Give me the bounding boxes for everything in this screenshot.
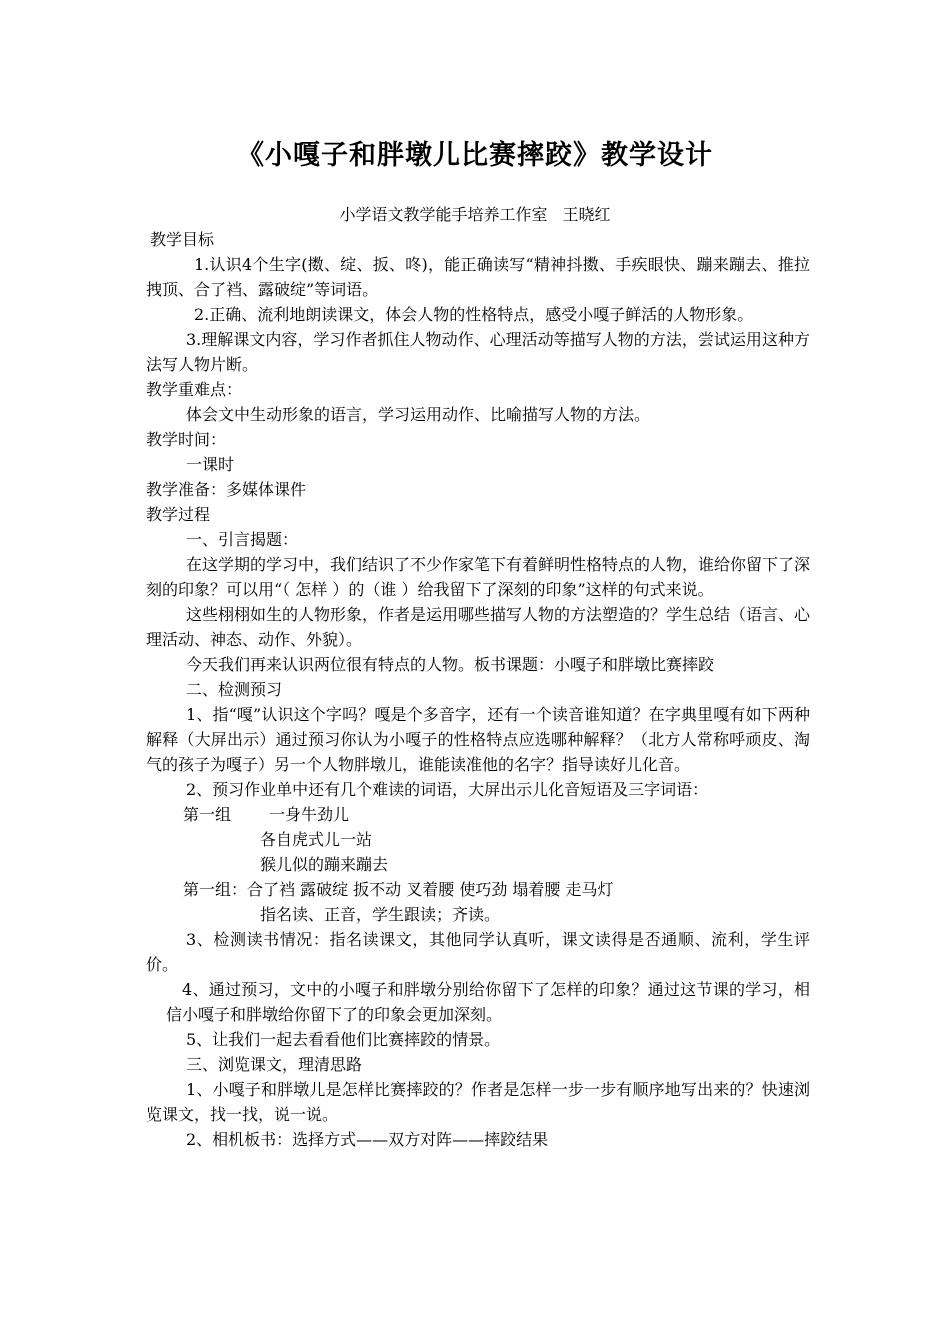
step-1-paragraph-2: 这些栩栩如生的人物形象，作者是运用哪些描写人物的方法塑造的？学生总结（语言、心理活动、神态、动作、外貌）。 xyxy=(146,605,811,649)
word-group-1-label: 第一组 xyxy=(183,805,232,824)
author-line: 小学语文教学能手培养工作室 王晓红 xyxy=(339,205,611,224)
time-heading: 教学时间： xyxy=(146,430,227,449)
key-points-heading: 教学重难点： xyxy=(146,380,243,399)
document-title: 《小嘎子和胖墩儿比赛摔跤》教学设计 xyxy=(237,140,713,171)
process-heading: 教学过程 xyxy=(146,505,211,524)
word-group-1-word-2: 各自虎式儿一站 xyxy=(260,830,373,849)
step-2-paragraph-2: 2、预习作业单中还有几个难读的词语，大屏出示儿化音短语及三字词语： xyxy=(186,780,709,799)
step-3-paragraph-1: 1、小嘎子和胖墩儿是怎样比赛摔跤的？作者是怎样一步一步有顺序地写出来的？快速浏览课文，找一找，说一说。 xyxy=(146,1080,810,1124)
word-group-2-line: 第一组：合了裆 露破绽 扳不动 叉着腰 使巧劲 塌着腰 走马灯 xyxy=(183,880,614,899)
step-2-title: 二、检测预习 xyxy=(186,680,283,699)
document-body xyxy=(146,227,810,1152)
step-2-paragraph-4: 4、通过预习，文中的小嘎子和胖墩分别给你留下了怎样的印象？通过这节课的学习，相信小嘎子和胖墩给你留下了的印象会更加深刻。 xyxy=(166,980,810,1024)
step-1-paragraph-1: 在这学期的学习中，我们结识了不少作家笔下有着鲜明性格特点的人物，谁给你留下了深刻的印象？可以用“（ 怎样 ）的（谁 ）给我留下了深刻的印象”这样的句式来说。 xyxy=(146,555,811,599)
step-1-paragraph-3: 今天我们再来认识两位很有特点的人物。板书课题：小嘎子和胖墩比赛摔跤 xyxy=(186,655,715,674)
goals-heading: 教学目标 xyxy=(150,230,215,249)
goal-2: 2.正确、流利地朗读课文，体会人物的性格特点，感受小嘎子鲜活的人物形象。 xyxy=(194,305,754,324)
step-2-paragraph-5: 5、让我们一起去看看他们比赛摔跤的情景。 xyxy=(186,1030,501,1049)
goal-3: 3.理解课文内容，学习作者抓住人物动作、心理活动等描写人物的方法，尝试运用这种方法写人物片断。 xyxy=(146,330,810,374)
word-group-1-line xyxy=(146,802,810,827)
key-points-text: 体会文中生动形象的语言，学习运用动作、比喻描写人物的方法。 xyxy=(186,405,651,424)
goal-1: 1.认识4个生字(擞、绽、扳、咚)，能正确读写“精神抖擞、手疾眼快、蹦来蹦去、推拉拽顶、合了裆、露破绽”等词语。 xyxy=(146,255,810,299)
step-2-paragraph-1: 1、指“嘎”认识这个字吗？嘎是个多音字，还有一个读音谁知道？在字典里嘎有如下两种解释（大屏出示）通过预习你认为小嘎子的性格特点应选哪种解释？（北方人常称呼顽皮、淘气的孩子为嘎子）另一个人物胖墩儿，谁能读准他的名字？指导读好儿化音。 xyxy=(146,705,810,774)
word-group-2-note: 指名读、正音，学生跟读；齐读。 xyxy=(260,905,501,924)
step-2-paragraph-3: 3、检测读书情况：指名读课文，其他同学认真听，课文读得是否通顺、流利，学生评价。 xyxy=(146,930,810,974)
preparation-line: 教学准备：多媒体课件 xyxy=(146,480,307,499)
step-1-title: 一、引言揭题： xyxy=(186,530,299,549)
time-text: 一课时 xyxy=(186,455,235,474)
step-3-title: 三、浏览课文，理清思路 xyxy=(186,1055,363,1074)
word-group-1-word-3: 猴儿似的蹦来蹦去 xyxy=(260,855,389,874)
step-3-paragraph-2: 2、相机板书：选择方式——双方对阵——摔跤结果 xyxy=(186,1130,549,1149)
word-group-1-word-1: 一身牛劲儿 xyxy=(269,805,350,824)
